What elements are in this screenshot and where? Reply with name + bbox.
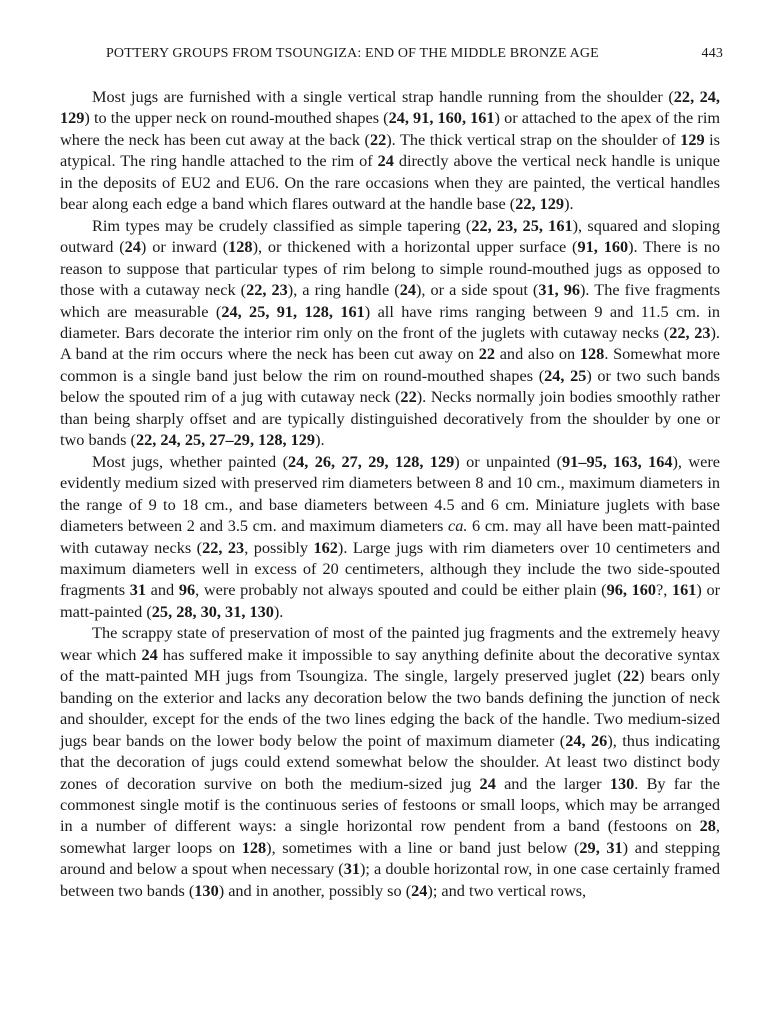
text-run: ); a double horizontal row, in one case certainly framed between two bands ( [60, 859, 720, 900]
catalogue-number-ref: 24 [124, 237, 141, 257]
catalogue-number-ref: 22, 23 [202, 537, 245, 557]
catalogue-number-ref: 161 [671, 580, 697, 600]
text-run: , somewhat larger loops on [60, 816, 720, 857]
text-run: Most jugs, whether painted ( [92, 451, 289, 471]
text-run: directly above the vertical neck handle is unique in the deposits of EU2 and EU6. On the rare occasions when they are painted, the vertical handles bear along each edge a band which flares outward at the handle base ( [60, 151, 720, 214]
catalogue-number-ref: 25, 28, 30, 31, 130 [151, 601, 274, 621]
text-run: ) or inward ( [140, 237, 229, 257]
catalogue-number-ref: 24, 91, 160, 161 [388, 108, 495, 128]
text-run: ) or two such bands below the spouted rim of a jug with cutaway neck ( [60, 365, 720, 407]
paragraph [60, 451, 720, 623]
catalogue-number-ref: 130 [609, 773, 635, 793]
catalogue-number-ref: 128 [228, 237, 253, 257]
text-run: ), or thickened with a horizontal upper surface ( [252, 237, 578, 257]
italic-term: ca. [447, 516, 468, 536]
catalogue-number-ref: 22, 23, 25, 161 [471, 215, 573, 235]
catalogue-number-ref: 24, 26 [565, 730, 608, 750]
catalogue-number-ref: 22 [400, 387, 417, 407]
catalogue-number-ref: 24, 25 [544, 365, 587, 385]
text-run: ?, [656, 580, 672, 600]
text-run: ). [273, 601, 284, 621]
catalogue-number-ref: 91, 160 [577, 237, 629, 257]
text-run: has suffered make it impossible to say anything definite about the decorative syntax of the matt-painted MH jugs from Tsoungiza. The single, largely preserved juglet ( [60, 644, 721, 686]
text-run: ) or unpainted ( [454, 451, 563, 471]
catalogue-number-ref: 24 [377, 151, 394, 171]
text-run: is atypical. The ring handle attached to the rim of [60, 129, 720, 171]
catalogue-number-ref: 22 [622, 666, 640, 686]
text-run: ). [315, 430, 325, 450]
catalogue-number-ref: 29, 31 [579, 837, 623, 857]
text-run: ), thus indicating that the decoration of jugs could extend somewhat below the shoulder. At least two distinct body zones of decoration survive on both the medium-sized jug [60, 730, 720, 793]
body-text [60, 86, 720, 901]
catalogue-number-ref: 28 [699, 816, 716, 836]
catalogue-number-ref: 22, 129 [515, 194, 565, 214]
text-run: ), squared and sloping outward ( [60, 215, 721, 257]
catalogue-number-ref: 22, 23 [246, 280, 288, 300]
text-run: . Somewhat more common is a single band just below the rim on round-mouthed shapes ( [60, 344, 721, 385]
paragraph [60, 215, 720, 451]
text-run: , were probably not always spouted and could be either plain ( [195, 580, 607, 600]
text-run: ) or attached to the apex of the rim where the neck has been cut away at the back ( [60, 108, 721, 149]
text-run: ). A band at the rim occurs where the neck has been cut away on [60, 322, 720, 364]
text-run: and the larger [495, 773, 610, 793]
catalogue-number-ref: 22 [369, 129, 387, 149]
text-run: ), sometimes with a line or band just below ( [266, 837, 580, 857]
catalogue-number-ref: 24 [411, 880, 428, 900]
catalogue-number-ref: 22, 23 [669, 322, 711, 342]
text-run: ) or matt-painted ( [60, 580, 721, 621]
catalogue-number-ref: 31 [129, 580, 147, 600]
paragraph [60, 622, 720, 901]
catalogue-number-ref: 24 [479, 773, 496, 793]
text-run: ) bears only banding on the exterior and lacks any decoration below the two bands defining the junction of neck and shoulder, except for the ends of the two lines edging the back of the handle. Two medium-sized jugs bear bands on the lower body below the point of maximum diameter ( [60, 666, 721, 750]
text-run: and [146, 580, 179, 600]
catalogue-number-ref: 162 [313, 537, 338, 557]
catalogue-number-ref: 130 [194, 880, 219, 900]
text-run: ), or a side spout ( [415, 280, 539, 300]
text-run: ), were evidently medium sized with preserved rim diameters between 8 and 10 cm., maximum diameters in the range of 9 to 18 cm., and base diameters between 4.5 and 6 cm. Miniature juglets with base diameters between 2 and 3.5 cm. and maximum diameters [60, 451, 721, 536]
catalogue-number-ref: 91–95, 163, 164 [562, 451, 673, 471]
text-run: ). Large jugs with rim diameters over 10 centimeters and maximum diameters well in excess of 20 centimeters, although they include the two side-spouted fragments [60, 537, 721, 600]
catalogue-number-ref: 128 [241, 837, 267, 857]
text-run: and also on [494, 344, 580, 364]
catalogue-number-ref: 22 [478, 344, 495, 364]
catalogue-number-ref: 31, 96 [538, 280, 581, 300]
text-run: Most jugs are furnished with a single vertical strap handle running from the shoulder ( [92, 87, 674, 106]
text-run: ). The five fragments which are measurable ( [60, 280, 721, 321]
text-run: ) and stepping around and below a spout when necessary ( [60, 837, 721, 879]
text-run: , possibly [244, 537, 314, 557]
catalogue-number-ref: 24 [399, 280, 416, 300]
text-run: ) and in another, possibly so ( [218, 880, 412, 900]
catalogue-number-ref: 24, 25, 91, 128, 161 [221, 301, 365, 321]
paragraph [60, 86, 720, 215]
text-run: ), a ring handle ( [287, 280, 400, 300]
text-run: ). There is no reason to suppose that particular types of rim belong to simple round-mouthed jugs as opposed to those with a cutaway neck ( [60, 237, 721, 300]
text-run: ) to the upper neck on round-mouthed shapes ( [84, 108, 389, 128]
text-run: ); and two vertical rows, [427, 880, 587, 900]
catalogue-number-ref: 96, 160 [606, 580, 656, 600]
running-title: POTTERY GROUPS FROM TSOUNGIZA: END OF THE MIDDLE BRONZE AGE [106, 46, 599, 61]
text-run: ) all have rims ranging between 9 and 11.5 cm. in diameter. Bars decorate the interior rim only on the front of the juglets with cutaway necks ( [60, 301, 720, 342]
text-run: The scrappy state of preservation of most of the painted jug fragments and the extremely heavy wear which [60, 623, 720, 664]
catalogue-number-ref: 22, 24, 129 [60, 87, 720, 128]
text-run: ). The thick vertical strap on the shoulder of [386, 129, 681, 149]
text-run: ). Necks normally join bodies smoothly rather than being sharply offset and are typically distinguished decoratively from the shoulder by one or two bands ( [60, 387, 720, 450]
text-run: . By far the commonest single motif is the continuous series of festoons or small loops, which may be arranged in a number of different ways: a single horizontal row pendent from a band (festoons on [60, 773, 720, 836]
catalogue-number-ref: 22, 24, 25, 27–29, 128, 129 [135, 430, 316, 450]
catalogue-number-ref: 128 [579, 344, 605, 364]
page-number: 443 [701, 46, 723, 61]
text-run: Rim types may be crudely classified as simple tapering ( [92, 215, 472, 235]
catalogue-number-ref: 129 [680, 129, 705, 149]
text-run: ). [564, 194, 574, 214]
text-run: 6 cm. may all have been matt-painted with cutaway necks ( [60, 516, 720, 557]
catalogue-number-ref: 24, 26, 27, 29, 128, 129 [288, 451, 455, 471]
catalogue-number-ref: 31 [343, 859, 360, 879]
catalogue-number-ref: 96 [178, 580, 196, 600]
catalogue-number-ref: 24 [141, 644, 158, 664]
